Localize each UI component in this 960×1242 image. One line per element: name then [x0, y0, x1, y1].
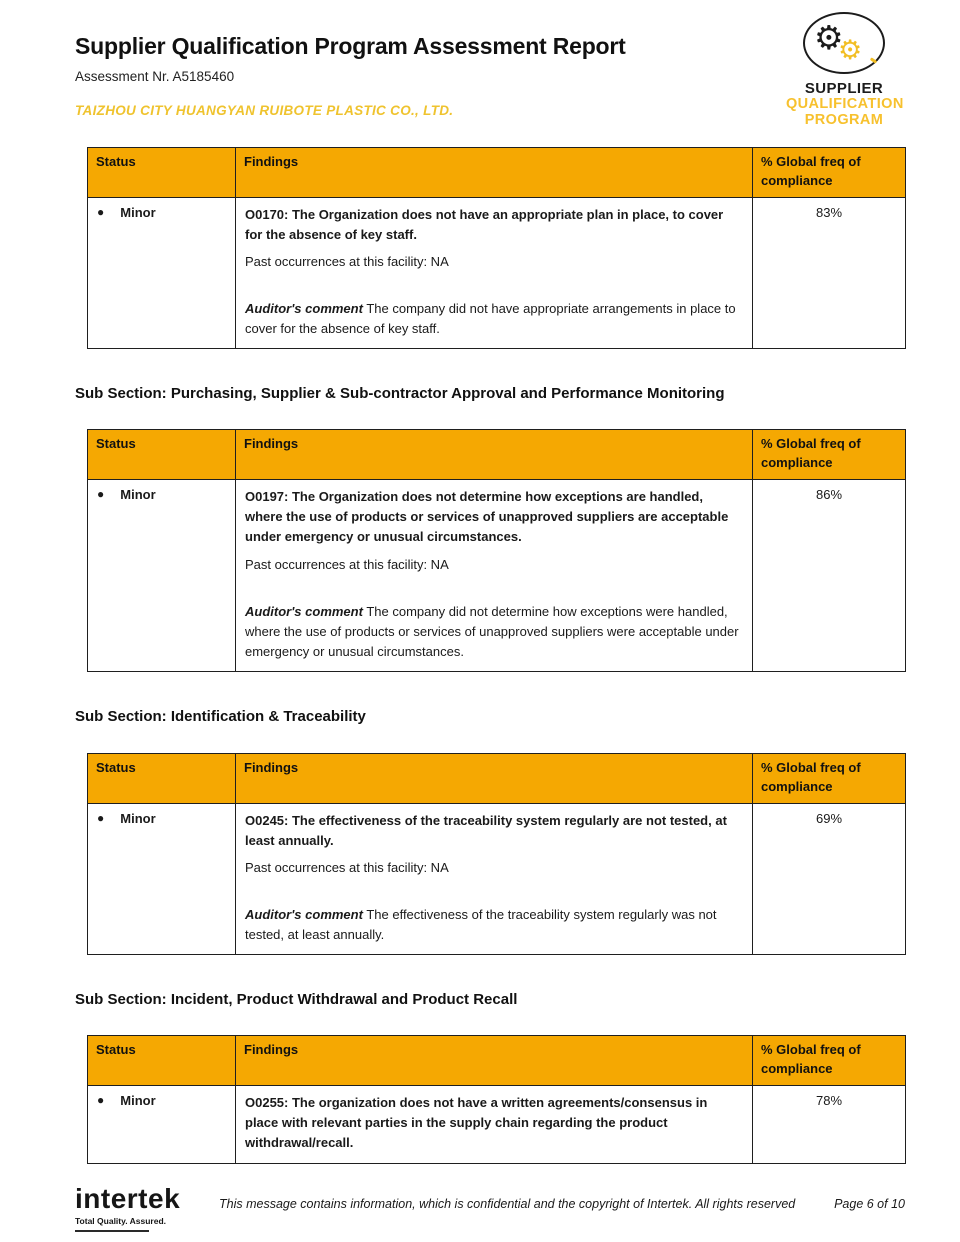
finding-text: O0170: The Organization does not have an appropriate plan in place, to cover for the absence of key staff. [245, 206, 724, 242]
findings-table-4 [87, 1035, 906, 1163]
findings-cell [236, 480, 753, 672]
page-footer [75, 1185, 905, 1232]
sqp-logo [786, 12, 902, 129]
table-row [88, 480, 906, 672]
table-header-row [88, 430, 906, 480]
column-header-findings: Findings [236, 1036, 753, 1086]
intertek-tagline: Total Quality. Assured. [75, 1216, 166, 1226]
sqp-logo-text-qualification: QUALIFICATION [786, 96, 904, 113]
status-dot-icon: ● [97, 204, 105, 219]
page-number: Page 6 of 10 [834, 1196, 905, 1211]
subsection-heading-purchasing: Sub Section: Purchasing, Supplier & Sub-contractor Approval and Performance Monitoring [75, 385, 725, 403]
auditor-comment-text: The company did not have appropriate arrangements in place to cover for the absence of key staff. [245, 301, 736, 337]
intertek-wordmark: intertek [75, 1183, 181, 1214]
past-occurrences-text: Past occurrences at this facility: NA [245, 556, 449, 572]
status-dot-icon: ● [97, 1093, 105, 1108]
status-label: Minor [120, 1093, 156, 1109]
column-header-status: Status [88, 148, 236, 198]
gear-spark-icon [870, 57, 877, 63]
column-header-compliance: % Global freq of compliance [753, 430, 906, 480]
findings-table-3 [87, 753, 906, 955]
confidentiality-notice: This message contains information, which is confidential and the copyright of Intertek. All rights reserved [219, 1196, 796, 1211]
assessment-number: Assessment Nr. A5185460 [75, 69, 235, 84]
column-header-compliance: % Global freq of compliance [753, 754, 906, 804]
findings-table-1 [87, 147, 906, 349]
status-label: Minor [120, 487, 156, 503]
column-header-status: Status [88, 754, 236, 804]
compliance-value: 78% [753, 1086, 906, 1163]
table-header-row [88, 1036, 906, 1086]
column-header-findings: Findings [236, 754, 753, 804]
compliance-value: 83% [753, 197, 906, 349]
company-name: TAIZHOU CITY HUANGYAN RUIBOTE PLASTIC CO., LTD. [75, 103, 454, 118]
table-header-row [88, 754, 906, 804]
past-occurrences-text: Past occurrences at this facility: NA [245, 860, 449, 876]
auditor-comment-text: The effectiveness of the traceability system regularly was not tested, at least annually. [245, 907, 717, 943]
compliance-value: 86% [753, 480, 906, 672]
auditor-comment [245, 602, 743, 662]
status-label: Minor [120, 810, 156, 826]
column-header-compliance: % Global freq of compliance [753, 1036, 906, 1086]
column-header-status: Status [88, 430, 236, 480]
finding-text: O0245: The effectiveness of the traceability system regularly are not tested, at least annually. [245, 812, 727, 848]
status-cell [88, 197, 236, 349]
auditor-comment [245, 299, 743, 339]
compliance-value: 69% [753, 803, 906, 955]
column-header-findings: Findings [236, 148, 753, 198]
findings-table-2 [87, 429, 906, 672]
status-cell [88, 1086, 236, 1163]
gear-black-icon: ⚙ [814, 18, 844, 57]
status-dot-icon: ● [97, 810, 105, 825]
table-row [88, 803, 906, 955]
auditor-comment-label: Auditor's comment [245, 907, 363, 923]
page-title: Supplier Qualification Program Assessment Report [75, 33, 626, 59]
table-row [88, 1086, 906, 1163]
sqp-logo-ellipse [803, 12, 885, 74]
table-header-row [88, 148, 906, 198]
intertek-rule [75, 1230, 149, 1232]
auditor-comment [245, 905, 743, 945]
status-cell [88, 803, 236, 955]
status-dot-icon: ● [97, 487, 105, 502]
gear-yellow-icon: ⚙ [838, 35, 863, 66]
findings-cell [236, 197, 753, 349]
status-cell [88, 480, 236, 672]
auditor-comment-text: The company did not determine how exceptions were handled, where the use of products or services of unapproved suppliers were acceptable under emergency or unusual circumstances. [245, 603, 739, 659]
sqp-logo-text-program: PROGRAM [804, 111, 884, 128]
column-header-status: Status [88, 1036, 236, 1086]
column-header-findings: Findings [236, 430, 753, 480]
finding-text: O0197: The Organization does not determine how exceptions are handled, where the use of products or services of unapproved suppliers are acceptable under emergency or unusual circumstances. [245, 489, 729, 545]
findings-cell [236, 803, 753, 955]
findings-cell [236, 1086, 753, 1163]
finding-text: O0255: The organization does not have a written agreements/consensus in place with relevant parties in the supply chain regarding the product withdrawal/recall. [245, 1095, 708, 1151]
status-label: Minor [120, 204, 156, 220]
auditor-comment-label: Auditor's comment [245, 603, 363, 619]
column-header-compliance: % Global freq of compliance [753, 148, 906, 198]
past-occurrences-text: Past occurrences at this facility: NA [245, 253, 449, 269]
table-row [88, 197, 906, 349]
sqp-logo-text-supplier: SUPPLIER [804, 80, 884, 97]
auditor-comment-label: Auditor's comment [245, 301, 363, 317]
subsection-heading-incident: Sub Section: Incident, Product Withdrawal and Product Recall [75, 991, 518, 1009]
subsection-heading-identification: Sub Section: Identification & Traceability [75, 708, 366, 726]
intertek-logo [75, 1185, 180, 1232]
